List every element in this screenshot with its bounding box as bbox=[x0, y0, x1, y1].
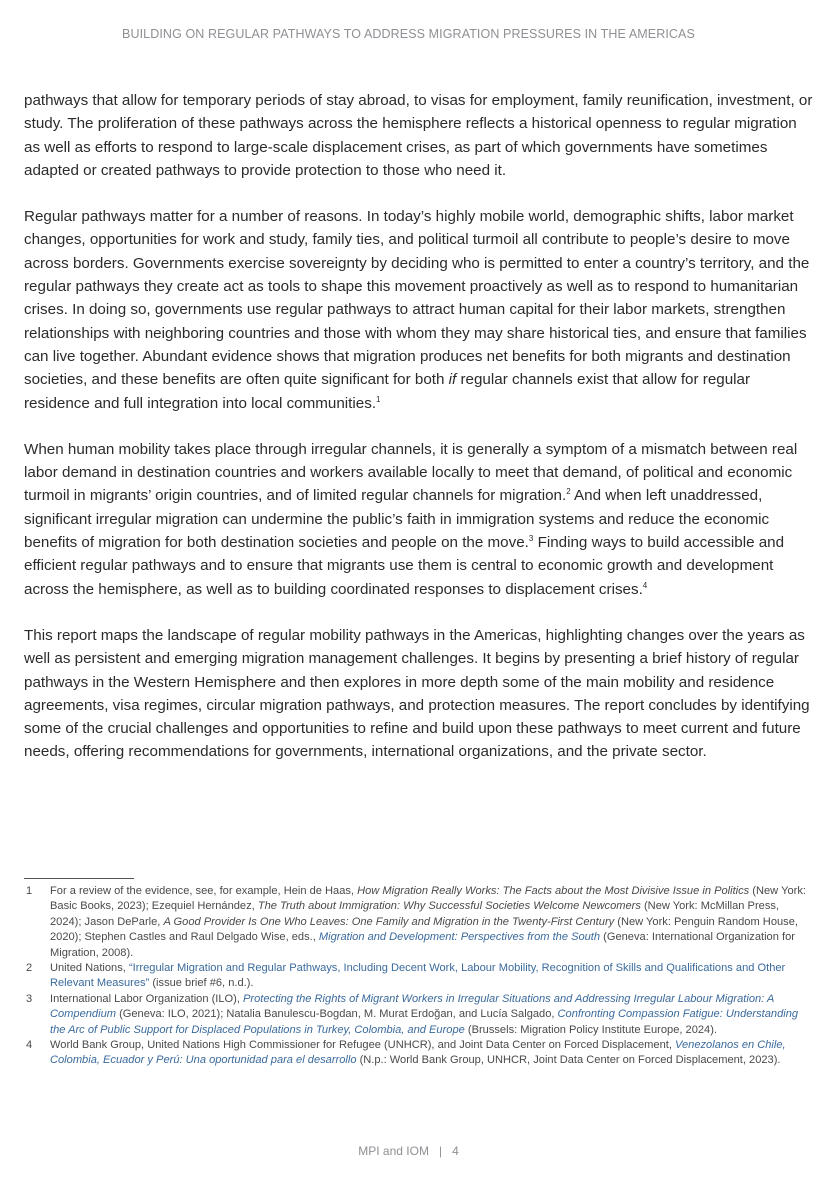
paragraph bbox=[24, 438, 814, 601]
citation-text: United Nations, bbox=[50, 962, 129, 975]
page-footer bbox=[0, 1144, 817, 1158]
footnote bbox=[24, 1038, 809, 1069]
footnotes bbox=[24, 884, 809, 1069]
paragraph-text: Finding ways to build accessible and efficient regular pathways and to ensure that migrants use them is central to economic growth and development across the hemisphere, as well as to building coordinated responses to displacement crises. bbox=[24, 534, 785, 598]
citation-text: (N.p.: World Bank Group, UNHCR, Joint Data Center on Forced Displacement, 2023). bbox=[356, 1054, 781, 1067]
footnote-divider bbox=[24, 878, 134, 879]
paragraph-text: When human mobility takes place through irregular channels, it is generally a symptom of a mismatch between real labor demand in destination countries and workers available locally to meet that demand, of political and economic turmoil in migrants’ origin countries, and of limited regular channels for migration. bbox=[24, 440, 798, 505]
paragraph: This report maps the landscape of regular mobility pathways in the Americas, highlighting changes over the years as well as persistent and emerging migration management challenges. It begins by presenting a brief history of regular pathways in the Western Hemisphere and then explores in more depth some of the main mobility and residence agreements, visa regimes, circular migration pathways, and protection measures. The report concludes by identifying some of the crucial challenges and opportunities to refine and build upon these pathways to meet current and future needs, offering recommendations for governments, international organizations, and the private sector. bbox=[24, 626, 810, 761]
citation-link[interactable]: Migration and Development: Perspectives from the South bbox=[318, 931, 601, 944]
citation-text: (Brussels: Migration Policy Institute Europe, 2024). bbox=[464, 1023, 717, 1036]
footer-separator: | bbox=[438, 1144, 443, 1158]
paragraph-text: regular channels exist that allow for regular residence and full integration into local communities. bbox=[24, 371, 751, 412]
footnote bbox=[24, 992, 809, 1038]
citation-title: The Truth about Immigration: Why Successful Societies Welcome Newcomers bbox=[257, 900, 641, 913]
citation-link[interactable]: Protecting the Rights of Migrant Workers in Irregular Situations and Addressing Irregular Labour Migration: A Compendium bbox=[50, 992, 774, 1021]
footnote-number: 1 bbox=[26, 885, 33, 897]
paragraph: pathways that allow for temporary periods of stay abroad, to visas for employment, family reunification, investment, or study. The proliferation of these pathways across the hemisphere reflects a historical openness to regular migration as well as efforts to respond to large-scale displacement crises, as part of which governments have sometimes adapted or created pathways to provide protection to those who need it. bbox=[24, 92, 813, 179]
citation-link[interactable]: “Irregular Migration and Regular Pathways, Including Decent Work, Labour Mobility, Recognition of Skills and Qualifications and Other Relevant Measures” bbox=[50, 962, 786, 990]
citation-text: International Labor Organization (ILO), bbox=[50, 992, 244, 1005]
footnote-number: 4 bbox=[26, 1039, 33, 1052]
citation-text: (issue brief #6, n.d.). bbox=[149, 977, 254, 990]
citation-title: How Migration Really Works: The Facts about the Most Divisive Issue in Politics bbox=[357, 885, 750, 897]
citation-text: (New York: McMillan Press, 2024); Jason DeParle, bbox=[50, 900, 779, 928]
citation-text: (Geneva: ILO, 2021); Natalia Banulescu-Bogdan, M. Murat Erdoğan, and Lucía Salgado, bbox=[115, 1008, 558, 1021]
citation-text: (New York: Penguin Random House, 2020); Stephen Castles and Raul Delgado Wise, eds., bbox=[50, 915, 798, 944]
footnote-number: 3 bbox=[26, 992, 33, 1005]
footnote-text bbox=[50, 1038, 809, 1069]
footnote bbox=[24, 884, 809, 961]
citation-link[interactable]: Confronting Compassion Fatigue: Understanding the Arc of Public Support for Displaced Populations in Turkey, Colombia, and Europe bbox=[50, 1008, 799, 1036]
footnote-text bbox=[50, 992, 809, 1038]
footnote-text bbox=[50, 884, 809, 961]
publisher-label: MPI and IOM bbox=[358, 1144, 429, 1158]
paragraph-text: And when left unaddressed, significant irregular migration can undermine the public’s faith in immigration systems and reduce the economic benefits of migration for both destination societies and people on the move. bbox=[24, 487, 770, 552]
emphasis-text: if bbox=[448, 371, 457, 389]
footnote-reference[interactable]: 3 bbox=[528, 534, 534, 544]
footnote-text bbox=[50, 961, 809, 992]
paragraph-text: Regular pathways matter for a number of reasons. In today’s highly mobile world, demographic shifts, labor market changes, opportunities for work and study, family ties, and political turmoil all contribute to people’s desire to move across borders. Governments exercise sovereignty by deciding who is permitted to enter a country’s territory, and the regular pathways they create act as tools to shape this movement proactively as well as to respond to humanitarian crises. In doing so, governments use regular pathways to attract human capital for their labor markets, strengthen relationships with neighboring countries and those with whom they may share historical ties, and ensure that families can live together. Abundant evidence shows that migration produces net benefits for both migrants and destination societies, and these benefits are often quite significant for both bbox=[24, 208, 810, 389]
footnote-reference[interactable]: 4 bbox=[642, 580, 648, 590]
footnote bbox=[24, 961, 809, 992]
citation-text: World Bank Group, United Nations High Commissioner for Refugee (UNHCR), and Joint Data Center on Forced Displacement, bbox=[50, 1039, 676, 1052]
footnote-reference[interactable]: 1 bbox=[376, 394, 381, 404]
citation-title: A Good Provider Is One Who Leaves: One Family and Migration in the Twenty-First Century bbox=[163, 915, 615, 928]
citation-link[interactable]: Venezolanos en Chile, Colombia, Ecuador y Perú: Una oportunidad para el desarrollo bbox=[50, 1039, 786, 1067]
citation-text: (New York: Basic Books, 2023); Ezequiel Hernández, bbox=[50, 885, 806, 913]
citation-text: For a review of the evidence, see, for example, Hein de Haas, bbox=[50, 885, 358, 897]
body-text bbox=[24, 89, 814, 787]
running-header: BUILDING ON REGULAR PATHWAYS TO ADDRESS MIGRATION PRESSURES IN THE AMERICAS bbox=[122, 27, 695, 41]
footnote-number: 2 bbox=[26, 962, 33, 975]
footnote-reference[interactable]: 2 bbox=[566, 487, 571, 497]
page-number: 4 bbox=[452, 1144, 459, 1158]
paragraph bbox=[24, 205, 814, 415]
citation-text: (Geneva: International Organization for Migration, 2008). bbox=[50, 931, 795, 959]
